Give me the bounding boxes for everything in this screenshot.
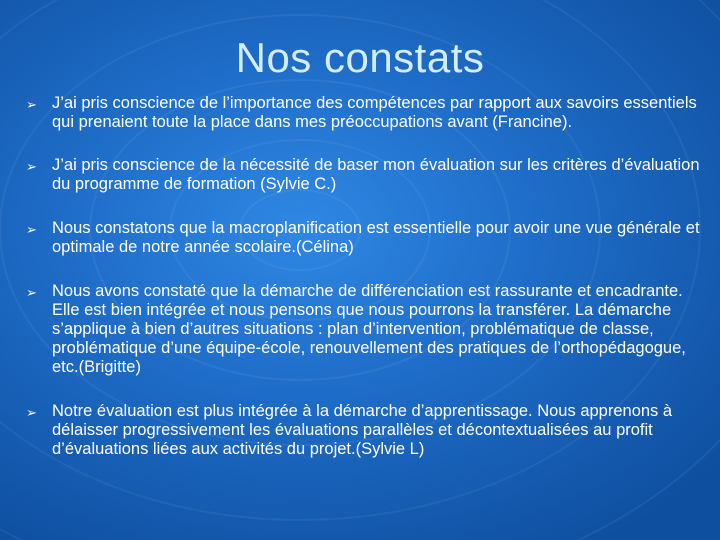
- arrow-bullet-icon: ➢: [26, 97, 37, 112]
- bullet-text: Nous constatons que la macroplanification est essentielle pour avoir une vue générale et optimale de notre année scolaire.(Célina): [52, 219, 700, 256]
- arrow-bullet-icon: ➢: [26, 222, 37, 237]
- bullet-text: Notre évaluation est plus intégrée à la démarche d’apprentissage. Nous apprenons à délaisser progressivement les évaluations parallèles et décontextualisées au profit d’évaluations liées aux activités du projet.(Sylvie L): [52, 402, 673, 458]
- bullet-item: [26, 219, 710, 257]
- bullet-text: Nous avons constaté que la démarche de différenciation est rassurante et encadrante. Elle est bien intégrée et nous pensons que nous pourrons la transférer. La démarche s’applique à bien d’autres situations : plan d’intervention, problématique de classe, problématique d’une équipe-école, renouvellement des pratiques de l’orthopédagogue, etc.(Brigitte): [52, 282, 686, 376]
- arrow-bullet-icon: ➢: [26, 405, 37, 420]
- bullet-item: [26, 282, 710, 377]
- arrow-bullet-icon: ➢: [26, 159, 37, 174]
- bullet-item: [26, 402, 710, 459]
- bullet-text: J’ai pris conscience de l’importance des compétences par rapport aux savoirs essentiels qui prenaient toute la place dans mes préoccupations avant (Francine).: [52, 94, 697, 131]
- bullet-item: [26, 156, 710, 194]
- slide-title: Nos constats: [235, 34, 485, 81]
- bullet-text: J’ai pris conscience de la nécessité de baser mon évaluation sur les critères d’évaluation du programme de formation (Sylvie C.): [52, 156, 700, 193]
- arrow-bullet-icon: ➢: [26, 285, 37, 300]
- bullet-list: [26, 94, 710, 459]
- bullet-item: [26, 94, 710, 132]
